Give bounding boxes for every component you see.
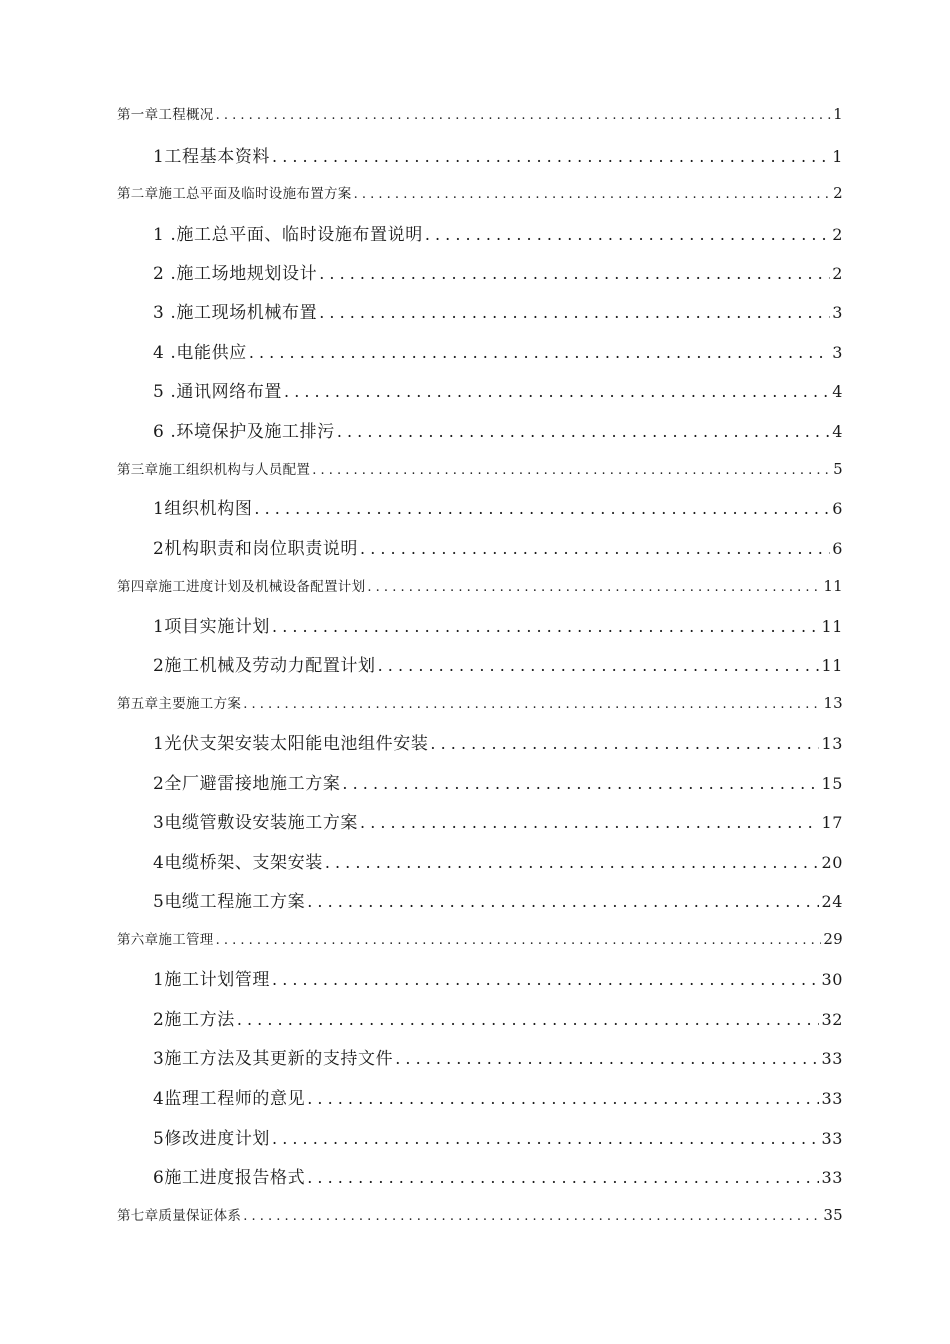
toc-section-entry[interactable] (153, 1044, 843, 1069)
dot-leader (216, 107, 832, 123)
toc-entry-title: 第一章工程概况 (117, 107, 214, 123)
toc-section-entry[interactable] (153, 651, 843, 676)
dot-leader (243, 1208, 821, 1224)
toc-entry-page: 2 (832, 264, 843, 283)
toc-entry-page: 4 (832, 382, 843, 401)
toc-entry-page: 33 (821, 1129, 843, 1148)
toc-section-entry[interactable] (153, 534, 843, 559)
toc-entry-title: 5电缆工程施工方案 (153, 892, 306, 912)
dot-leader (307, 1168, 819, 1188)
toc-section-entry[interactable] (153, 377, 843, 402)
toc-entry-page: 3 (832, 303, 843, 322)
toc-section-entry[interactable] (153, 965, 843, 990)
toc-entry-title: 第七章质量保证体系 (117, 1208, 242, 1224)
toc-entry-title: 2施工机械及劳动力配置计划 (153, 656, 376, 676)
dot-leader (430, 734, 819, 754)
toc-entry-page: 33 (821, 1089, 843, 1108)
toc-section-entry[interactable] (153, 220, 843, 245)
toc-entry-title: 1 .施工总平面、临时设施布置说明 (153, 225, 423, 245)
dot-leader (272, 617, 819, 637)
toc-entry-title: 1项目实施计划 (153, 617, 271, 637)
toc-entry-title: 1光伏支架安装太阳能电池组件安装 (153, 734, 429, 754)
toc-entry-page: 33 (821, 1168, 843, 1187)
toc-entry-title: 4监理工程师的意见 (153, 1089, 306, 1109)
toc-entry-page: 15 (821, 774, 843, 793)
toc-entry-title: 第五章主要施工方案 (117, 696, 242, 712)
toc-section-entry[interactable] (153, 808, 843, 833)
toc-entry-title: 1工程基本资料 (153, 147, 271, 167)
dot-leader (272, 147, 830, 167)
toc-entry-title: 第三章施工组织机构与人员配置 (117, 462, 311, 478)
dot-leader (360, 813, 819, 833)
toc-entry-page: 17 (821, 813, 843, 832)
toc-entry-title: 3 .施工现场机械布置 (153, 303, 318, 323)
toc-entry-title: 4电缆桥架、支架安装 (153, 853, 323, 873)
toc-section-entry[interactable] (153, 848, 843, 873)
toc-section-entry[interactable] (153, 298, 843, 323)
toc-section-entry[interactable] (153, 338, 843, 363)
toc-entry-page: 11 (823, 577, 843, 595)
toc-entry-page: 3 (832, 343, 843, 362)
toc-entry-title: 3电缆管敷设安装施工方案 (153, 813, 359, 833)
toc-entry-title: 4 .电能供应 (153, 343, 247, 363)
dot-leader (367, 579, 821, 595)
toc-entry-page: 32 (821, 1010, 843, 1029)
toc-entry-title: 5修改进度计划 (153, 1129, 271, 1149)
toc-entry-title: 1组织机构图 (153, 499, 253, 519)
toc-entry-title: 第二章施工总平面及临时设施布置方案 (117, 186, 352, 202)
toc-entry-page: 11 (821, 656, 843, 675)
toc-entry-title: 2施工方法 (153, 1010, 235, 1030)
toc-chapter-entry[interactable] (117, 1204, 843, 1224)
dot-leader (284, 382, 830, 402)
dot-leader (319, 264, 830, 284)
toc-entry-page: 1 (832, 147, 843, 166)
toc-entry-title: 第四章施工进度计划及机械设备配置计划 (117, 579, 366, 595)
toc-entry-page: 2 (832, 225, 843, 244)
toc-section-entry[interactable] (153, 1163, 843, 1188)
toc-entry-page: 1 (833, 105, 843, 123)
toc-chapter-entry[interactable] (117, 103, 843, 123)
toc-entry-page: 5 (833, 460, 843, 478)
toc-entry-page: 30 (821, 970, 843, 989)
toc-chapter-entry[interactable] (117, 928, 843, 948)
toc-section-entry[interactable] (153, 1005, 843, 1030)
toc-section-entry[interactable] (153, 1084, 843, 1109)
toc-entry-title: 2全厂避雷接地施工方案 (153, 774, 341, 794)
toc-chapter-entry[interactable] (117, 458, 843, 478)
toc-entry-title: 第六章施工管理 (117, 932, 214, 948)
dot-leader (378, 656, 820, 676)
toc-section-entry[interactable] (153, 612, 843, 637)
dot-leader (337, 422, 830, 442)
toc-section-entry[interactable] (153, 417, 843, 442)
dot-leader (237, 1010, 820, 1030)
dot-leader (425, 225, 830, 245)
toc-entry-page: 4 (832, 422, 843, 441)
toc-entry-page: 20 (821, 853, 843, 872)
dot-leader (312, 462, 831, 478)
toc-entry-title: 6 .环境保护及施工排污 (153, 422, 335, 442)
toc-entry-page: 11 (821, 617, 843, 636)
toc-entry-page: 24 (821, 892, 843, 911)
toc-entry-page: 33 (821, 1049, 843, 1068)
toc-section-entry[interactable] (153, 769, 843, 794)
toc-section-entry[interactable] (153, 887, 843, 912)
toc-entry-page: 6 (832, 499, 843, 518)
toc-entry-page: 29 (823, 930, 843, 948)
toc-entry-page: 2 (833, 184, 843, 202)
toc-entry-title: 1施工计划管理 (153, 970, 271, 990)
toc-entry-title: 6施工进度报告格式 (153, 1168, 306, 1188)
toc-entry-title: 2机构职责和岗位职责说明 (153, 539, 359, 559)
dot-leader (216, 932, 822, 948)
toc-entry-title: 3施工方法及其更新的支持文件 (153, 1049, 394, 1069)
dot-leader (395, 1049, 819, 1069)
toc-section-entry[interactable] (153, 259, 843, 284)
dot-leader (307, 892, 819, 912)
dot-leader (272, 1129, 819, 1149)
dot-leader (272, 970, 819, 990)
dot-leader (342, 774, 819, 794)
dot-leader (249, 343, 830, 363)
toc-chapter-entry[interactable] (117, 182, 843, 202)
dot-leader (360, 539, 830, 559)
toc-entry-page: 6 (832, 539, 843, 558)
dot-leader (325, 853, 820, 873)
toc-entry-page: 13 (823, 694, 843, 712)
dot-leader (254, 499, 830, 519)
toc-section-entry[interactable] (153, 494, 843, 519)
dot-leader (307, 1089, 819, 1109)
toc-section-entry[interactable] (153, 142, 843, 167)
toc-entry-page: 35 (823, 1206, 843, 1224)
dot-leader (354, 186, 832, 202)
dot-leader (243, 696, 821, 712)
toc-entry-title: 2 .施工场地规划设计 (153, 264, 318, 284)
toc-entry-page: 13 (821, 734, 843, 753)
dot-leader (319, 303, 830, 323)
toc-section-entry[interactable] (153, 1124, 843, 1149)
toc-entry-title: 5 .通讯网络布置 (153, 382, 283, 402)
toc-chapter-entry[interactable] (117, 692, 843, 712)
toc-chapter-entry[interactable] (117, 575, 843, 595)
toc-section-entry[interactable] (153, 729, 843, 754)
